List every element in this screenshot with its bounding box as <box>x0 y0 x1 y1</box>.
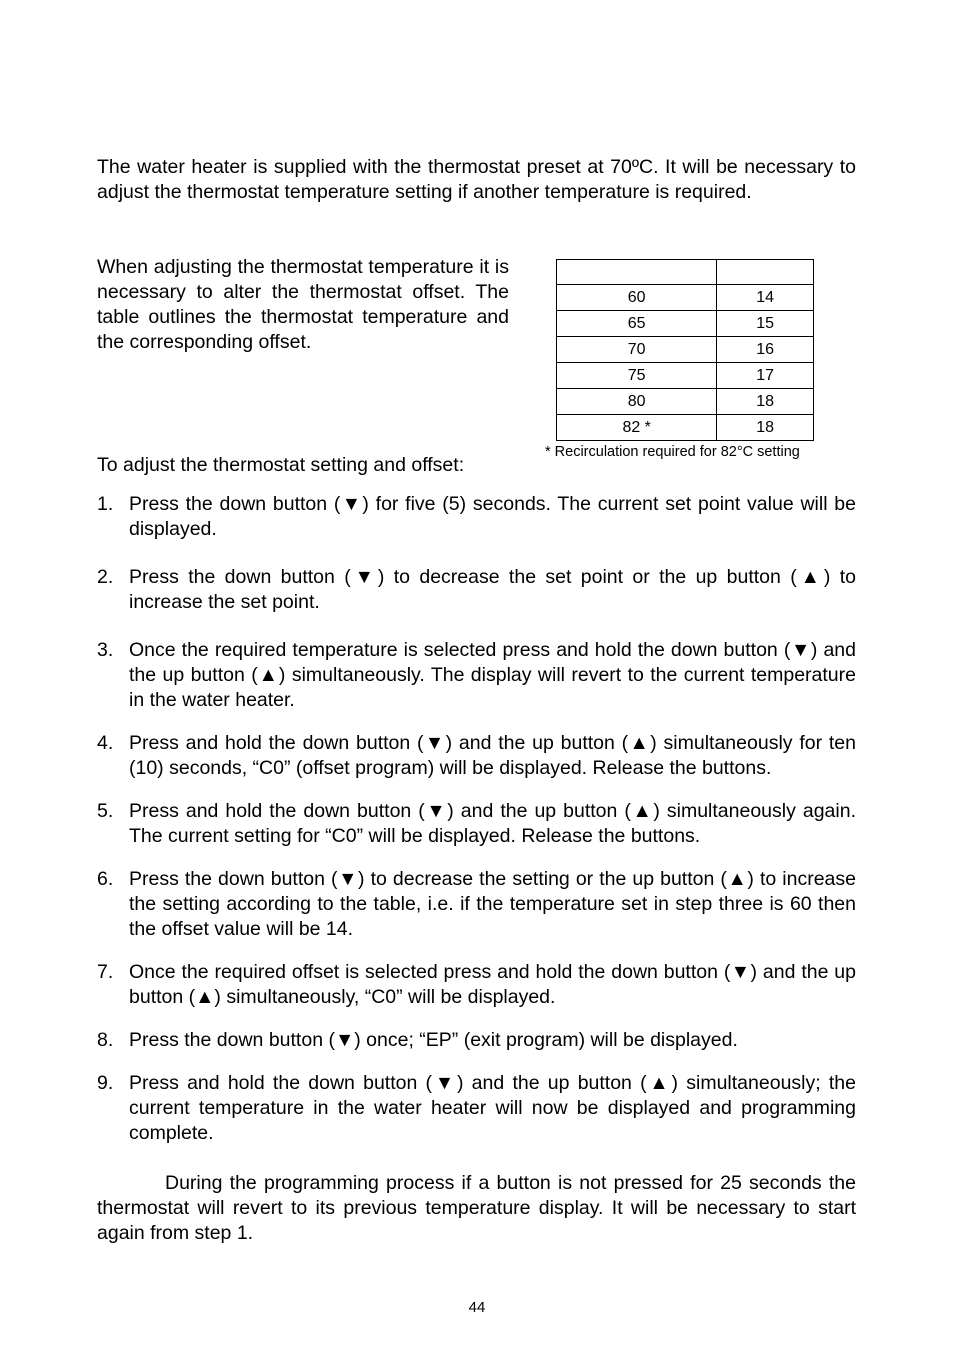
table-row <box>557 311 814 337</box>
steps-list <box>97 492 856 1154</box>
intro-paragraph: The water heater is supplied with the thermostat preset at 70ºC. It will be necessary to adjust the thermostat temperature setting if another temperature is required. <box>97 156 856 203</box>
list-item <box>97 731 856 781</box>
step-text: Press and hold the down button (▼) and the up button (▲) simultaneously again. The current setting for “C0” will be displayed. Release the buttons. <box>129 800 856 847</box>
table-header-cell <box>557 260 717 285</box>
adjust-heading: To adjust the thermostat setting and offset: <box>97 454 465 476</box>
step-text: Press the down button (▼) to decrease the set point or the up button (▲) to increase the set point. <box>129 566 856 613</box>
table-cell-offset: 18 <box>717 415 814 441</box>
step-number: 3. <box>97 639 114 661</box>
table-cell-temperature: 80 <box>557 389 717 415</box>
step-number: 8. <box>97 1029 114 1051</box>
table-cell-temperature: 70 <box>557 337 717 363</box>
offset-paragraph: When adjusting the thermostat temperature it is necessary to alter the thermostat offset. The table outlines the thermostat temperature and the corresponding offset. <box>97 256 509 353</box>
table-row <box>557 363 814 389</box>
step-number: 4. <box>97 732 114 754</box>
table-footnote: * Recirculation required for 82°C setting <box>545 444 800 460</box>
list-item <box>97 638 856 713</box>
page-number: 44 <box>468 1299 486 1316</box>
table-cell-offset: 14 <box>717 285 814 311</box>
list-item <box>97 492 856 542</box>
list-item <box>97 565 856 615</box>
list-item <box>97 1028 856 1053</box>
table-row <box>557 415 814 441</box>
closing-paragraph: During the programming process if a button is not pressed for 25 seconds the thermostat will revert to its previous temperature display. It will be necessary to start again from step 1. <box>97 1172 856 1244</box>
step-number: 7. <box>97 961 114 983</box>
step-text: Press the down button (▼) to decrease the setting or the up button (▲) to increase the setting according to the table, i.e. if the temperature set in step three is 60 then the offset value will be 14. <box>129 868 856 940</box>
list-item <box>97 799 856 849</box>
step-number: 2. <box>97 566 114 588</box>
table-cell-temperature: 65 <box>557 311 717 337</box>
offset-table <box>556 259 814 441</box>
step-text: Press and hold the down button (▼) and the up button (▲) simultaneously for ten (10) seconds, “C0” (offset program) will be displayed. Release the buttons. <box>129 732 856 779</box>
step-number: 5. <box>97 800 114 822</box>
table-header-row <box>557 260 814 285</box>
table-header-cell <box>717 260 814 285</box>
table-cell-offset: 16 <box>717 337 814 363</box>
step-number: 1. <box>97 493 114 515</box>
step-text: Press the down button (▼) once; “EP” (exit program) will be displayed. <box>129 1029 738 1051</box>
table-cell-offset: 18 <box>717 389 814 415</box>
table-row <box>557 337 814 363</box>
table-row <box>557 285 814 311</box>
step-text: Once the required offset is selected press and hold the down button (▼) and the up button (▲) simultaneously, “C0” will be displayed. <box>129 961 856 1008</box>
table-row <box>557 389 814 415</box>
step-text: Press and hold the down button (▼) and the up button (▲) simultaneously; the current temperature in the water heater will now be displayed and programming complete. <box>129 1072 856 1144</box>
step-number: 6. <box>97 868 114 890</box>
table-cell-temperature: 60 <box>557 285 717 311</box>
list-item <box>97 867 856 942</box>
list-item <box>97 1071 856 1146</box>
table-cell-offset: 17 <box>717 363 814 389</box>
table-cell-temperature: 75 <box>557 363 717 389</box>
table-cell-temperature: 82 * <box>557 415 717 441</box>
step-text: Press the down button (▼) for five (5) seconds. The current set point value will be displayed. <box>129 493 856 540</box>
table-cell-offset: 15 <box>717 311 814 337</box>
step-number: 9. <box>97 1072 114 1094</box>
step-text: Once the required temperature is selected press and hold the down button (▼) and the up button (▲) simultaneously. The display will revert to the current temperature in the water heater. <box>129 639 856 711</box>
list-item <box>97 960 856 1010</box>
